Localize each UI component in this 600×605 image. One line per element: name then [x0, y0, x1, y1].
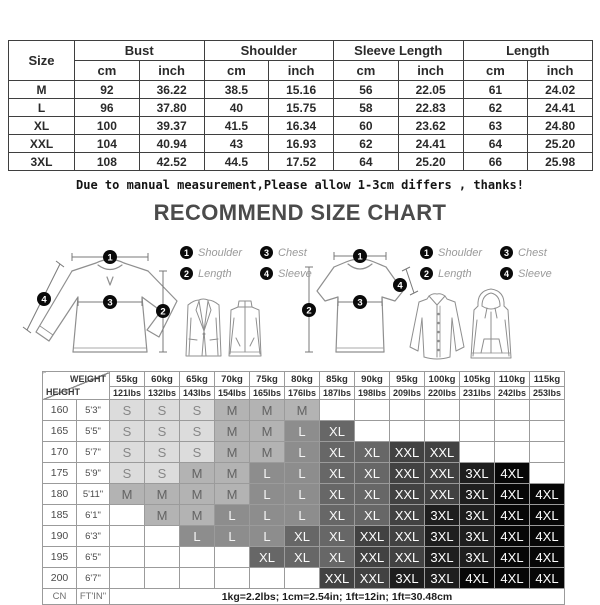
measure-cell: 24.80 — [528, 117, 593, 135]
size-cell: S — [180, 442, 215, 463]
matrix-row — [43, 421, 565, 442]
weight-lbs-header: 121lbs — [110, 387, 145, 400]
size-cell: 4XL — [460, 568, 495, 589]
weight-lbs-header: 187lbs — [320, 387, 355, 400]
height-cm-cell: 170 — [43, 442, 77, 463]
legend-number-badge: 4 — [500, 267, 513, 280]
legend-number-badge: 1 — [180, 246, 193, 259]
measure-cell: 36.22 — [139, 81, 204, 99]
size-cell: XXL — [390, 526, 425, 547]
size-cell — [180, 568, 215, 589]
table-row — [9, 81, 593, 99]
matrix-row — [43, 526, 565, 547]
size-cell: XL — [355, 463, 390, 484]
marker-length-tshirt — [302, 303, 316, 317]
size-cell: XXL — [390, 547, 425, 568]
height-cm-cell: 200 — [43, 568, 77, 589]
height-cm-cell: 165 — [43, 421, 77, 442]
size-cell: S — [110, 400, 145, 421]
size-cell: 3XL — [460, 526, 495, 547]
weight-lbs-header: 253lbs — [530, 387, 565, 400]
measure-cell: 96 — [75, 99, 140, 117]
legend-label: Length — [198, 267, 232, 280]
measure-cell: 104 — [75, 135, 140, 153]
table-row — [9, 153, 593, 171]
size-cell: XXL — [425, 463, 460, 484]
legend-label: Chest — [278, 246, 307, 259]
size-cell: XXL — [320, 568, 355, 589]
measurement-table — [8, 40, 593, 171]
legend-number-badge: 3 — [260, 246, 273, 259]
height-ftin-cell: 5'9" — [77, 463, 110, 484]
size-cell: 4XL — [495, 463, 530, 484]
size-cell — [110, 547, 145, 568]
legend-label: Chest — [518, 246, 547, 259]
size-cell — [495, 400, 530, 421]
size-cell — [495, 442, 530, 463]
size-cell: 4XL — [495, 568, 530, 589]
measure-cell: 22.83 — [398, 99, 463, 117]
unit-header-inch: inch — [398, 61, 463, 81]
size-cell: 4XL — [495, 505, 530, 526]
size-cell: 4XL — [495, 484, 530, 505]
corner-weight-label: WEIGHT — [70, 374, 106, 384]
measure-cell: 39.37 — [139, 117, 204, 135]
size-cell: L — [215, 526, 250, 547]
legend-label: Shoulder — [198, 246, 243, 259]
marker-chest-longsleeve — [103, 295, 117, 309]
measure-legend-right — [420, 246, 552, 280]
size-cell — [425, 421, 460, 442]
svg-text:2: 2 — [306, 305, 312, 317]
size-cell — [460, 421, 495, 442]
size-cell: L — [180, 526, 215, 547]
size-cell: XXL — [390, 505, 425, 526]
matrix-row — [43, 400, 565, 421]
hoodie-sketch — [471, 289, 511, 358]
measure-cell: 22.05 — [398, 81, 463, 99]
measure-cell: 42.52 — [139, 153, 204, 171]
weight-lbs-header: 165lbs — [250, 387, 285, 400]
size-cell: XL — [320, 463, 355, 484]
group-header: Sleeve Length — [334, 41, 464, 61]
size-cell — [390, 421, 425, 442]
jacket-sketch — [229, 301, 261, 356]
size-cell — [215, 568, 250, 589]
weight-kg-header: 110kg — [495, 372, 530, 387]
height-ftin-cell: 5'7" — [77, 442, 110, 463]
measure-cell: 92 — [75, 81, 140, 99]
weight-kg-header: 95kg — [390, 372, 425, 387]
legend-number-badge: 3 — [500, 246, 513, 259]
measure-cell: 38.5 — [204, 81, 269, 99]
height-ftin-cell: 6'3" — [77, 526, 110, 547]
size-cell — [215, 547, 250, 568]
matrix-footer-row — [43, 589, 565, 605]
size-cell: XL — [355, 442, 390, 463]
matrix-row — [43, 442, 565, 463]
matrix-row — [43, 547, 565, 568]
measure-cell: 63 — [463, 117, 528, 135]
weight-kg-header: 100kg — [425, 372, 460, 387]
size-cell: XXL — [425, 442, 460, 463]
measure-cell: 25.20 — [528, 135, 593, 153]
page-title: RECOMMEND SIZE CHART — [153, 200, 447, 225]
measure-cell: 64 — [463, 135, 528, 153]
size-cell: S — [145, 421, 180, 442]
legend-item — [180, 246, 242, 259]
size-cell: M — [215, 463, 250, 484]
measure-cell: 62 — [463, 99, 528, 117]
size-cell: 4XL — [495, 547, 530, 568]
size-cell: L — [285, 421, 320, 442]
measure-cell: 100 — [75, 117, 140, 135]
unit-header-cm: cm — [334, 61, 399, 81]
height-cm-cell: 190 — [43, 526, 77, 547]
size-row-label: XL — [9, 117, 75, 135]
size-cell: M — [215, 421, 250, 442]
size-cell: 3XL — [425, 526, 460, 547]
size-cell: L — [250, 526, 285, 547]
weight-kg-header: 65kg — [180, 372, 215, 387]
matrix-row — [43, 568, 565, 589]
size-cell: L — [285, 505, 320, 526]
weight-kg-header: 75kg — [250, 372, 285, 387]
marker-length-longsleeve — [156, 304, 170, 318]
weight-lbs-header: 154lbs — [215, 387, 250, 400]
weight-lbs-header: 209lbs — [390, 387, 425, 400]
size-cell: L — [285, 484, 320, 505]
weight-lbs-header: 198lbs — [355, 387, 390, 400]
legend-number-badge: 1 — [420, 246, 433, 259]
group-header: Length — [463, 41, 593, 61]
marker-sleeve-longsleeve — [37, 292, 51, 306]
weight-kg-header: 115kg — [530, 372, 565, 387]
shirt-sketch — [410, 294, 464, 359]
measure-cell: 64 — [334, 153, 399, 171]
size-cell: L — [285, 463, 320, 484]
size-cell: XL — [320, 547, 355, 568]
size-cell: 3XL — [390, 568, 425, 589]
unit-header-cm: cm — [204, 61, 269, 81]
size-cell: M — [285, 400, 320, 421]
table-row — [9, 117, 593, 135]
weight-lbs-header: 231lbs — [460, 387, 495, 400]
height-cm-cell: 160 — [43, 400, 77, 421]
size-cell: 3XL — [425, 547, 460, 568]
group-header: Bust — [75, 41, 205, 61]
legend-number-badge: 2 — [420, 267, 433, 280]
svg-text:4: 4 — [41, 294, 47, 306]
weight-lbs-header: 242lbs — [495, 387, 530, 400]
legend-number-badge: 4 — [260, 267, 273, 280]
measure-legend-left — [180, 246, 312, 280]
unit-header-inch: inch — [528, 61, 593, 81]
unit-header-cm: cm — [75, 61, 140, 81]
size-cell: M — [215, 400, 250, 421]
measure-cell: 24.41 — [528, 99, 593, 117]
height-cm-cell: 195 — [43, 547, 77, 568]
size-cell — [390, 400, 425, 421]
svg-text:2: 2 — [160, 306, 166, 318]
svg-text:3: 3 — [107, 297, 113, 309]
size-cell: S — [145, 463, 180, 484]
legend-label: Sleeve — [278, 267, 312, 280]
size-cell: L — [215, 505, 250, 526]
weight-lbs-header: 176lbs — [285, 387, 320, 400]
measure-cell: 37.80 — [139, 99, 204, 117]
size-cell: M — [250, 400, 285, 421]
size-cell: XXL — [390, 463, 425, 484]
matrix-corner — [43, 372, 110, 400]
height-cm-cell: 175 — [43, 463, 77, 484]
legend-item — [260, 246, 312, 259]
marker-shoulder-tshirt — [353, 249, 367, 263]
size-cell: S — [180, 400, 215, 421]
size-cell: XXL — [390, 442, 425, 463]
size-cell: M — [145, 505, 180, 526]
size-cell — [355, 421, 390, 442]
height-ftin-cell: 5'3" — [77, 400, 110, 421]
size-cell — [320, 400, 355, 421]
measure-cell: 16.93 — [269, 135, 334, 153]
svg-text:4: 4 — [397, 280, 403, 292]
size-cell: XL — [320, 442, 355, 463]
measure-cell: 23.62 — [398, 117, 463, 135]
measure-cell: 15.16 — [269, 81, 334, 99]
measure-cell: 25.98 — [528, 153, 593, 171]
size-cell — [530, 421, 565, 442]
size-cell: S — [110, 463, 145, 484]
size-cell: XXL — [425, 484, 460, 505]
size-row-label: M — [9, 81, 75, 99]
size-cell: 4XL — [530, 484, 565, 505]
weight-kg-header: 60kg — [145, 372, 180, 387]
size-cell: 3XL — [425, 505, 460, 526]
weight-kg-header: 55kg — [110, 372, 145, 387]
size-cell — [530, 463, 565, 484]
measurement-note: Due to manual measurement,Please allow 1-3cm differs , thanks! — [76, 178, 524, 192]
size-cell: M — [250, 442, 285, 463]
weight-kg-header: 80kg — [285, 372, 320, 387]
legend-label: Length — [438, 267, 472, 280]
svg-text:1: 1 — [107, 252, 113, 264]
matrix-row — [43, 484, 565, 505]
size-cell — [355, 400, 390, 421]
size-cell — [285, 568, 320, 589]
size-cell: M — [180, 484, 215, 505]
size-row-label: L — [9, 99, 75, 117]
size-cell: S — [110, 421, 145, 442]
size-cell — [530, 442, 565, 463]
legend-label: Shoulder — [438, 246, 483, 259]
size-cell: XL — [285, 547, 320, 568]
height-ftin-cell: 6'1" — [77, 505, 110, 526]
size-cell — [530, 400, 565, 421]
svg-text:1: 1 — [357, 251, 363, 263]
size-cell: M — [180, 463, 215, 484]
size-cell: 4XL — [530, 547, 565, 568]
size-cell — [145, 547, 180, 568]
size-cell: 3XL — [425, 568, 460, 589]
size-cell: XL — [320, 484, 355, 505]
size-cell: XL — [320, 421, 355, 442]
size-cell: L — [250, 484, 285, 505]
corner-height-label: HEIGHT — [46, 387, 81, 397]
size-cell: XXL — [355, 547, 390, 568]
unit-header-inch: inch — [269, 61, 334, 81]
marker-shoulder-longsleeve — [103, 250, 117, 264]
measure-cell: 17.52 — [269, 153, 334, 171]
size-cell: XL — [320, 526, 355, 547]
weight-kg-header: 70kg — [215, 372, 250, 387]
size-cell: 3XL — [460, 505, 495, 526]
measure-cell: 24.02 — [528, 81, 593, 99]
measure-cell: 61 — [463, 81, 528, 99]
measure-cell: 40 — [204, 99, 269, 117]
marker-chest-tshirt — [353, 295, 367, 309]
size-cell: XL — [320, 505, 355, 526]
height-ftin-cell: 5'5" — [77, 421, 110, 442]
legend-item — [500, 246, 552, 259]
size-cell: XXL — [355, 568, 390, 589]
size-cell: M — [250, 421, 285, 442]
measure-cell: 25.20 — [398, 153, 463, 171]
size-cell — [460, 400, 495, 421]
footer-cn: CN — [43, 589, 77, 605]
measure-cell: 43 — [204, 135, 269, 153]
unit-header-inch: inch — [139, 61, 204, 81]
size-cell: S — [145, 442, 180, 463]
size-matrix-table — [42, 371, 565, 605]
size-cell: XL — [250, 547, 285, 568]
size-cell: XL — [285, 526, 320, 547]
size-cell — [460, 442, 495, 463]
size-cell — [495, 421, 530, 442]
size-row-label: XXL — [9, 135, 75, 153]
unit-header-cm: cm — [463, 61, 528, 81]
measure-cell: 15.75 — [269, 99, 334, 117]
size-cell: M — [110, 484, 145, 505]
measure-cell: 24.41 — [398, 135, 463, 153]
legend-item — [500, 267, 552, 280]
size-cell — [425, 400, 460, 421]
measure-cell: 56 — [334, 81, 399, 99]
measure-cell: 40.94 — [139, 135, 204, 153]
group-header: Shoulder — [204, 41, 334, 61]
blazer-sketch — [186, 299, 221, 356]
size-cell: L — [285, 442, 320, 463]
legend-item — [260, 267, 312, 280]
size-cell: L — [250, 505, 285, 526]
height-cm-cell: 180 — [43, 484, 77, 505]
weight-lbs-header: 143lbs — [180, 387, 215, 400]
measure-cell: 60 — [334, 117, 399, 135]
measure-cell: 62 — [334, 135, 399, 153]
measure-cell: 44.5 — [204, 153, 269, 171]
height-ftin-cell: 6'7" — [77, 568, 110, 589]
size-row-label: 3XL — [9, 153, 75, 171]
footer-conversion-note: 1kg=2.2lbs; 1cm=2.54in; 1ft=12in; 1ft=30.48cm — [110, 589, 565, 605]
height-ftin-cell: 5'11" — [77, 484, 110, 505]
legend-item — [420, 246, 482, 259]
size-cell: M — [180, 505, 215, 526]
legend-number-badge: 2 — [180, 267, 193, 280]
size-cell: 4XL — [530, 568, 565, 589]
weight-kg-header: 90kg — [355, 372, 390, 387]
height-ftin-cell: 6'5" — [77, 547, 110, 568]
size-cell — [250, 568, 285, 589]
weight-kg-header: 105kg — [460, 372, 495, 387]
table-row — [9, 135, 593, 153]
size-column-header: Size — [9, 41, 75, 81]
marker-sleeve-tshirt — [393, 278, 407, 292]
svg-text:3: 3 — [357, 297, 363, 309]
size-cell — [110, 505, 145, 526]
size-cell: M — [145, 484, 180, 505]
size-cell: XL — [355, 484, 390, 505]
weight-lbs-header: 132lbs — [145, 387, 180, 400]
measure-cell: 108 — [75, 153, 140, 171]
size-cell — [110, 568, 145, 589]
matrix-row — [43, 505, 565, 526]
matrix-row — [43, 463, 565, 484]
size-cell: 3XL — [460, 547, 495, 568]
size-cell: 3XL — [460, 463, 495, 484]
size-cell: L — [250, 463, 285, 484]
legend-label: Sleeve — [518, 267, 552, 280]
legend-item — [420, 267, 482, 280]
size-cell: S — [145, 400, 180, 421]
weight-lbs-header: 220lbs — [425, 387, 460, 400]
size-cell — [110, 526, 145, 547]
size-cell: S — [180, 421, 215, 442]
size-cell: 3XL — [460, 484, 495, 505]
height-cm-cell: 185 — [43, 505, 77, 526]
footer-ftin: FT'IN" — [77, 589, 110, 605]
size-cell — [145, 568, 180, 589]
measure-cell: 41.5 — [204, 117, 269, 135]
size-cell: M — [215, 484, 250, 505]
size-cell: 4XL — [530, 505, 565, 526]
size-cell: M — [215, 442, 250, 463]
size-cell: 4XL — [495, 526, 530, 547]
weight-kg-header: 85kg — [320, 372, 355, 387]
legend-item — [180, 267, 242, 280]
size-cell — [180, 547, 215, 568]
size-cell: XXL — [390, 484, 425, 505]
size-cell: 4XL — [530, 526, 565, 547]
measure-cell: 16.34 — [269, 117, 334, 135]
table-row — [9, 99, 593, 117]
size-cell: XXL — [355, 526, 390, 547]
measure-cell: 58 — [334, 99, 399, 117]
size-cell: S — [110, 442, 145, 463]
measure-cell: 66 — [463, 153, 528, 171]
size-cell — [145, 526, 180, 547]
size-cell: XL — [355, 505, 390, 526]
